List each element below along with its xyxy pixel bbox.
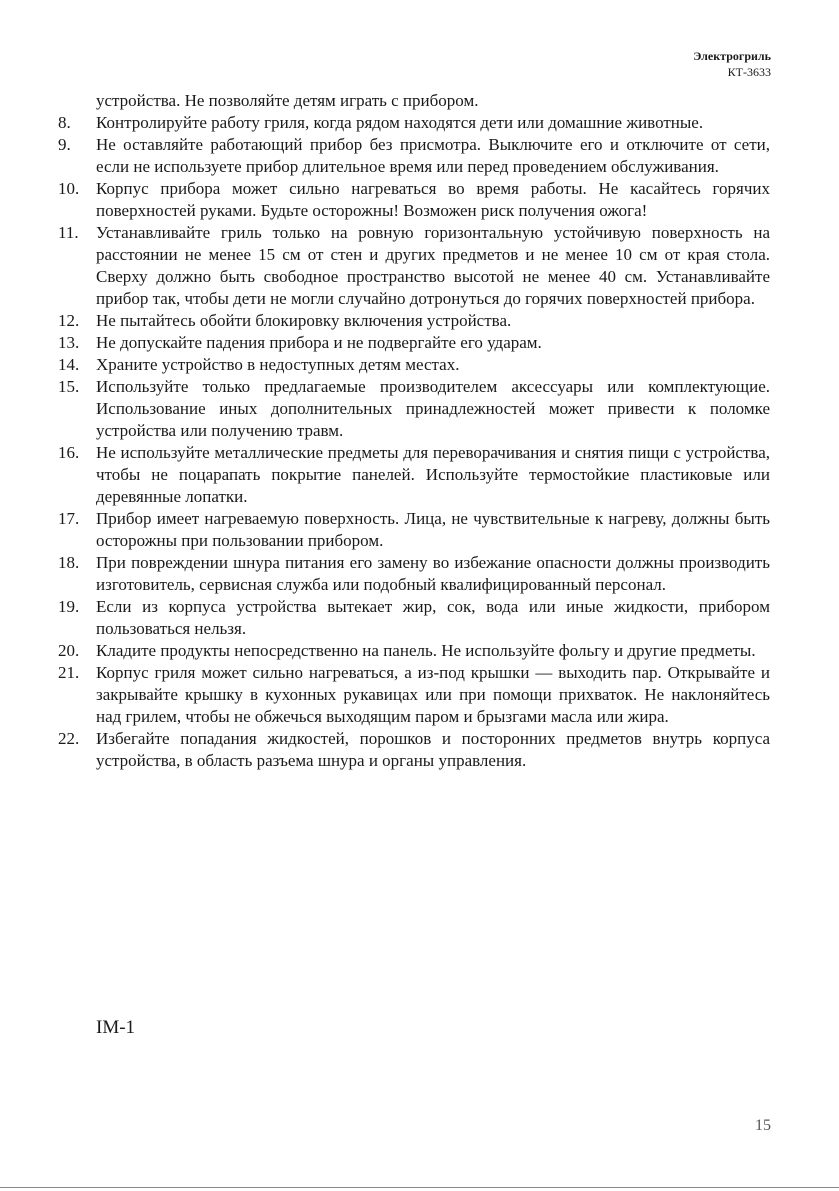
- item-number: 9.: [58, 135, 71, 154]
- model-number: КТ-3633: [727, 65, 771, 79]
- item-text: Избегайте попадания жидкостей, порошков и посторонних предметов внутрь корпуса устройства, в область разъема шнура и органы управления.: [96, 729, 770, 770]
- item-number: 20.: [58, 641, 80, 660]
- document-code: IM-1: [96, 1017, 136, 1038]
- item-number: 17.: [58, 509, 80, 528]
- list-item: [58, 354, 770, 376]
- item-text: Корпус прибора может сильно нагреваться во время работы. Не касайтесь горячих поверхностей руками. Будьте осторожны! Возможен риск получения ожога!: [96, 179, 770, 220]
- item-text: Не допускайте падения прибора и не подвергайте его ударам.: [96, 333, 542, 352]
- list-item: [58, 552, 770, 596]
- list-item: [58, 112, 770, 134]
- list-item: [58, 596, 770, 640]
- item-number: 21.: [58, 663, 80, 682]
- item-text: При повреждении шнура питания его замену во избежание опасности должны производить изготовитель, сервисная служба или подобный квалифицированный персонал.: [96, 553, 770, 594]
- list-item: [58, 310, 770, 332]
- item-number: 12.: [58, 311, 80, 330]
- item-text: Храните устройство в недоступных детям местах.: [96, 355, 460, 374]
- item-number: 14.: [58, 355, 80, 374]
- list-item: [58, 376, 770, 442]
- page-bottom-divider: [0, 1187, 839, 1188]
- page-number: 15: [755, 1117, 771, 1134]
- item-number: 15.: [58, 377, 80, 396]
- item-number: 22.: [58, 729, 80, 748]
- list-item: [58, 134, 770, 178]
- item-number: 16.: [58, 443, 80, 462]
- item-number: 8.: [58, 113, 71, 132]
- item-number: 13.: [58, 333, 80, 352]
- item-number: 10.: [58, 179, 80, 198]
- item-text: Используйте только предлагаемые производителем аксессуары или комплектующие. Использование иных дополнительных принадлежностей может привести к поломке устройства или получению травм.: [96, 377, 770, 440]
- instructions-list: [58, 90, 770, 772]
- list-item: [58, 442, 770, 508]
- item-text: Не пытайтесь обойти блокировку включения устройства.: [96, 311, 512, 330]
- list-item: [58, 508, 770, 552]
- continued-text: устройства. Не позволяйте детям играть с прибором.: [96, 91, 479, 110]
- list-item: [58, 662, 770, 728]
- list-item: [58, 222, 770, 310]
- page-header: [693, 48, 771, 80]
- item-text: Кладите продукты непосредственно на панель. Не используйте фольгу и другие предметы.: [96, 641, 756, 660]
- list-item: [58, 640, 770, 662]
- item-text: Прибор имеет нагреваемую поверхность. Лица, не чувствительные к нагреву, должны быть осторожны при пользовании прибором.: [96, 509, 770, 550]
- item-number: 18.: [58, 553, 80, 572]
- item-text: Контролируйте работу гриля, когда рядом находятся дети или домашние животные.: [96, 113, 704, 132]
- item-text: Не используйте металлические предметы для переворачивания и снятия пищи с устройства, чтобы не поцарапать покрытие панелей. Используйте термостойкие пластиковые или деревянные лопатки.: [96, 443, 770, 506]
- item-text: Устанавливайте гриль только на ровную горизонтальную устойчивую поверхность на расстоянии не менее 15 см от стен и других предметов и не менее 10 см от края стола. Сверху должно быть свободное пространство высотой не менее 40 см. Устанавливайте прибор так, чтобы дети не могли случайно дотронуться до горячих поверхностей прибора.: [96, 223, 770, 308]
- item-text: Корпус гриля может сильно нагреваться, а из-под крышки — выходить пар. Открывайте и закрывайте крышку в кухонных рукавицах или при помощи прихваток. Не наклоняйтесь над грилем, чтобы не обжечься выходящим паром и брызгами масла или жира.: [96, 663, 770, 726]
- item-text: Если из корпуса устройства вытекает жир, сок, вода или иные жидкости, прибором пользоваться нельзя.: [96, 597, 770, 638]
- item-number: 11.: [58, 223, 79, 242]
- item-number: 19.: [58, 597, 80, 616]
- list-item: [58, 178, 770, 222]
- list-item: [58, 332, 770, 354]
- item-text: Не оставляйте работающий прибор без присмотра. Выключите его и отключите от сети, если не используете прибор длительное время или перед проведением обслуживания.: [96, 135, 770, 176]
- list-item: [58, 728, 770, 772]
- document-title: Электрогриль: [693, 49, 771, 63]
